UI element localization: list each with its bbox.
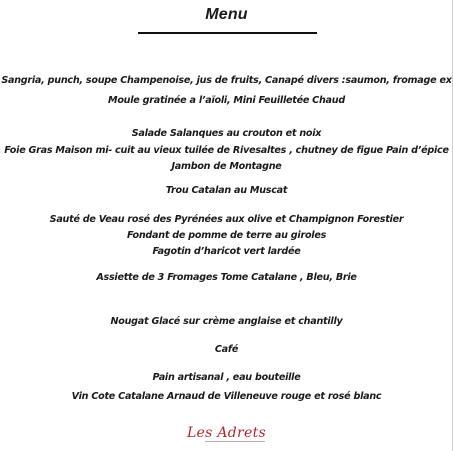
title-underline bbox=[138, 32, 317, 34]
restaurant-logo bbox=[0, 424, 453, 442]
menu-line-dessert: Nougat Glacé sur crème anglaise et chantilly bbox=[110, 316, 343, 327]
menu-line-vin: Vin Cote Catalane Arnaud de Villeneuve rouge et rosé blanc bbox=[71, 391, 382, 402]
logo-text: Les Adrets bbox=[186, 425, 267, 441]
menu-line-veau: Sauté de Veau rosé des Pyrénées aux olive et Champignon Forestier bbox=[49, 214, 404, 225]
menu-line-fondant: Fondant de pomme de terre au giroles bbox=[126, 230, 327, 241]
menu-line-salade: Salade Salanques au crouton et noix bbox=[131, 128, 322, 139]
menu-title: Menu bbox=[205, 6, 248, 23]
menu-line-fagotin: Fagotin d’haricot vert lardée bbox=[152, 246, 301, 257]
menu-line-trou-catalan: Trou Catalan au Muscat bbox=[165, 185, 288, 196]
menu-line-entree-chaude: Moule gratinée a l’aïoli, Mini Feuilletée Chaud bbox=[108, 95, 345, 106]
menu-line-pain: Pain artisanal , eau bouteille bbox=[152, 372, 301, 383]
menu-line-foie-gras: Foie Gras Maison mi- cuit au vieux tuilée de Rivesaltes , chutney de figue Pain d’épice bbox=[4, 145, 449, 156]
menu-line-aperitif: Sangria, punch, soupe Champenoise, jus de fruits, Canapé divers :saumon, fromage ex bbox=[1, 75, 452, 86]
logo-underline bbox=[205, 441, 265, 445]
menu-line-cafe: Café bbox=[214, 344, 239, 355]
menu-line-jambon: Jambon de Montagne bbox=[171, 161, 282, 172]
menu-line-fromages: Assiette de 3 Fromages Tome Catalane , Bleu, Brie bbox=[96, 272, 357, 283]
